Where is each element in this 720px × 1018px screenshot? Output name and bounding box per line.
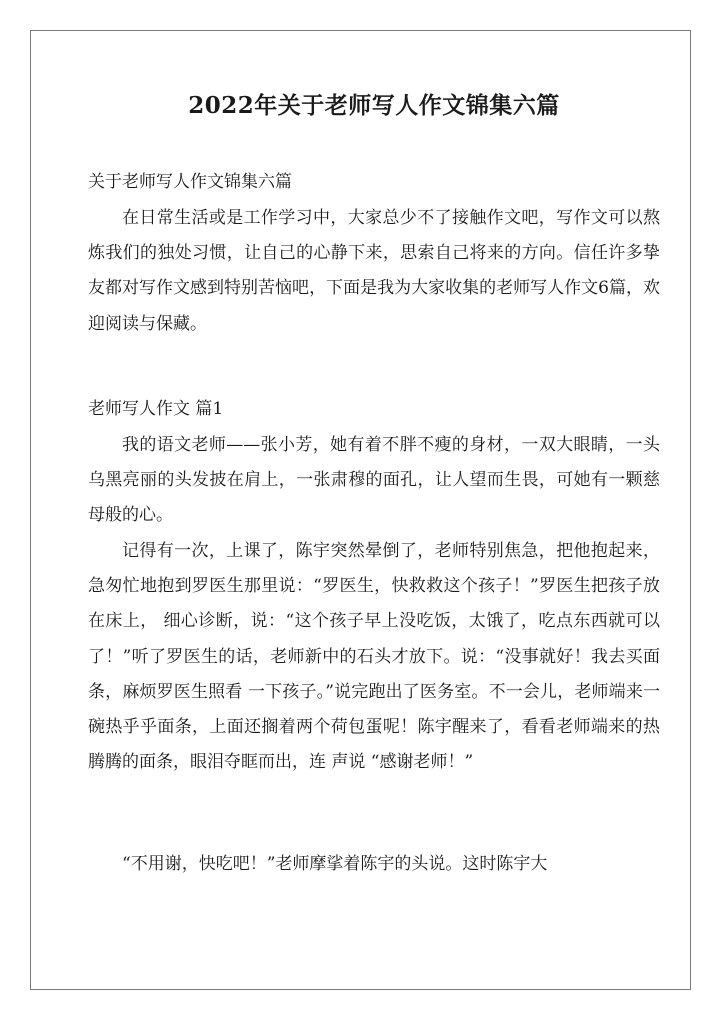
body-paragraph: 记得有一次，上课了，陈宇突然晕倒了，老师特别焦急，把他抱起来，急匆忙地抱到罗医生那里说：“罗医生，快救救这个孩子！”罗医生把孩子放在床上， 细心诊断，说：“这个孩子早上没吃饭，太饿了，吃点东西就可以了！”听了罗医生的话，老师新中的石头才放下。说：“没事就好！我去买面条，麻烦罗医生照看 一下孩子。”说完跑出了医务室。不一会儿，老师端来一碗热乎乎面条，上面还搁着两个荷包蛋呢！陈宇醒来了，看看老师端来的热腾腾的面条，眼泪夺眶而出，连 声说 “感谢老师！” <box>88 541 660 773</box>
document-title: 2022年关于老师写人作文锦集六篇 <box>188 92 560 119</box>
body-paragraph: “不用谢，快吃吧！”老师摩挲着陈宇的头说。这时陈宇大 <box>122 854 548 874</box>
body-paragraph: 我的语文老师——张小芳，她有着不胖不瘦的身材，一双大眼睛，一头乌黑亮丽的头发披在肩上，一张肃穆的面孔，让人望而生畏，可她有一颗慈母般的心。 <box>88 435 660 526</box>
intro-paragraph: 在日常生活或是工作学习中，大家总少不了接触作文吧，写作文可以熬炼我们的独处习惯，让自己的心静下来，思索自己将来的方向。信任许多挚友都对写作文感到特别苦恼吧，下面是我为大家收集的老师写人作文6篇，欢迎阅读与保藏。 <box>88 208 660 334</box>
section-heading: 老师写人作文 篇1 <box>88 399 224 419</box>
document-subtitle: 关于老师写人作文锦集六篇 <box>88 172 292 192</box>
